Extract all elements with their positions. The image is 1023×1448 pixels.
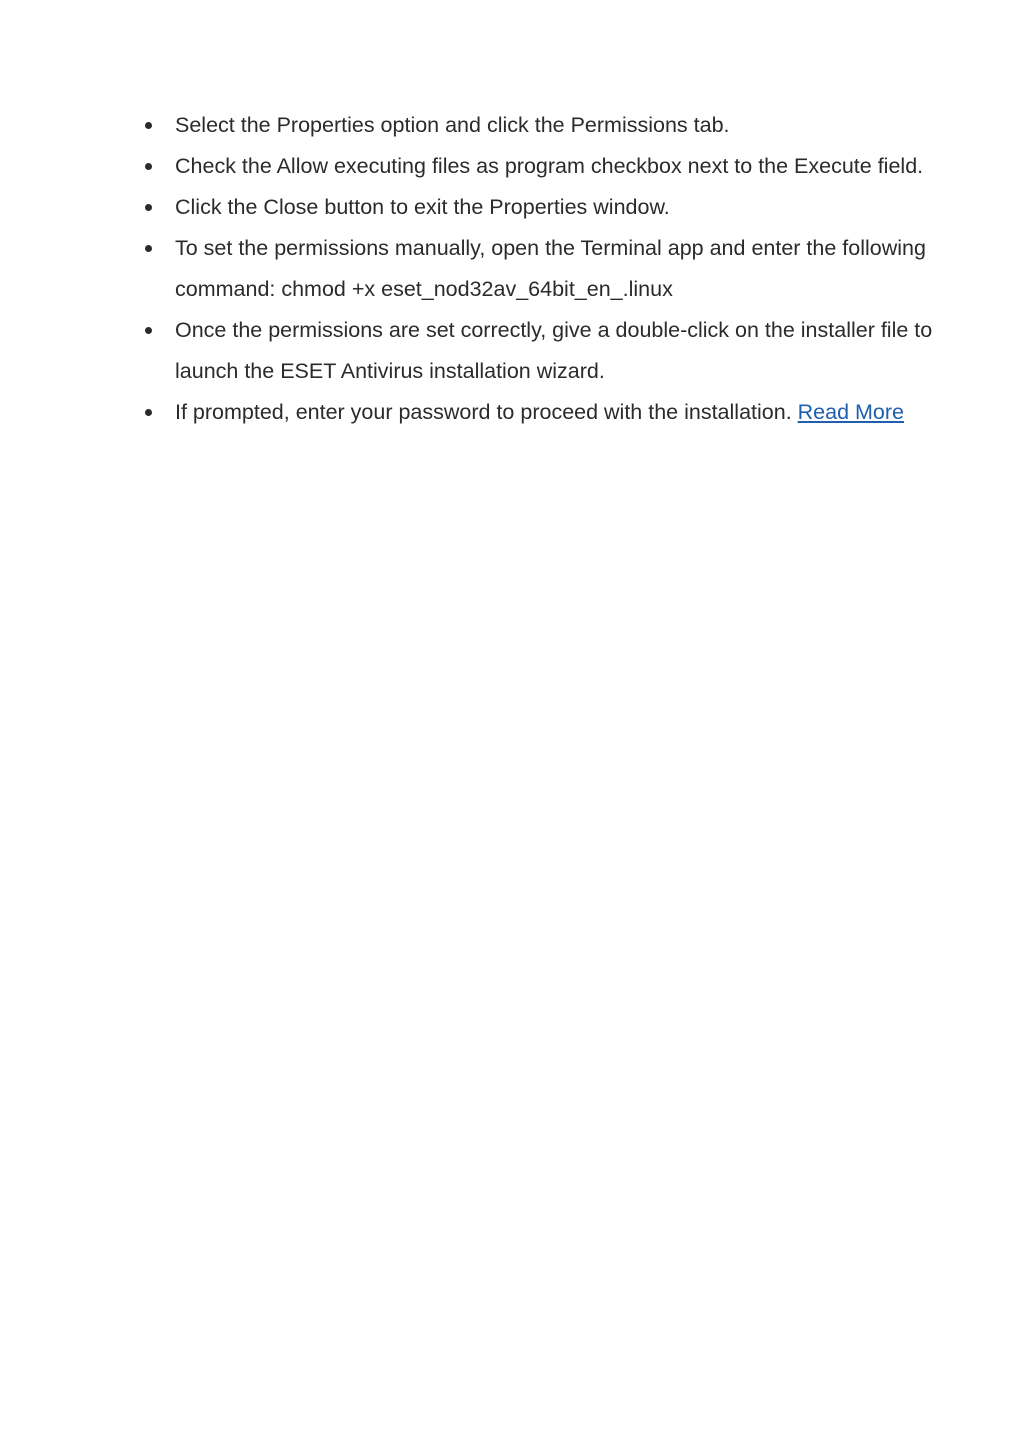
bullet-icon xyxy=(145,409,152,416)
list-item-text: To set the permissions manually, open the Terminal app and enter the following command: chmod +x eset_nod32av_64bit_en_.linux xyxy=(175,236,926,301)
bullet-icon xyxy=(145,163,152,170)
list-item-text: If prompted, enter your password to proceed with the installation. xyxy=(175,400,798,424)
list-item-text: Check the Allow executing files as program checkbox next to the Execute field. xyxy=(175,154,924,178)
list-item xyxy=(175,146,955,187)
read-more-link[interactable]: Read More xyxy=(797,400,904,424)
bullet-icon xyxy=(145,245,152,252)
list-item xyxy=(175,187,955,228)
list-item-text: Once the permissions are set correctly, give a double-click on the installer file to launch the ESET Antivirus installation wizard. xyxy=(175,318,933,383)
list-item xyxy=(175,392,955,433)
list-item xyxy=(175,310,955,392)
bullet-icon xyxy=(145,122,152,129)
list-item-text: Select the Properties option and click the Permissions tab. xyxy=(175,113,730,137)
bullet-icon xyxy=(145,327,152,334)
instruction-list xyxy=(175,105,955,433)
list-item xyxy=(175,105,955,146)
list-item-text: Click the Close button to exit the Properties window. xyxy=(175,195,670,219)
bullet-icon xyxy=(145,204,152,211)
list-item xyxy=(175,228,955,310)
